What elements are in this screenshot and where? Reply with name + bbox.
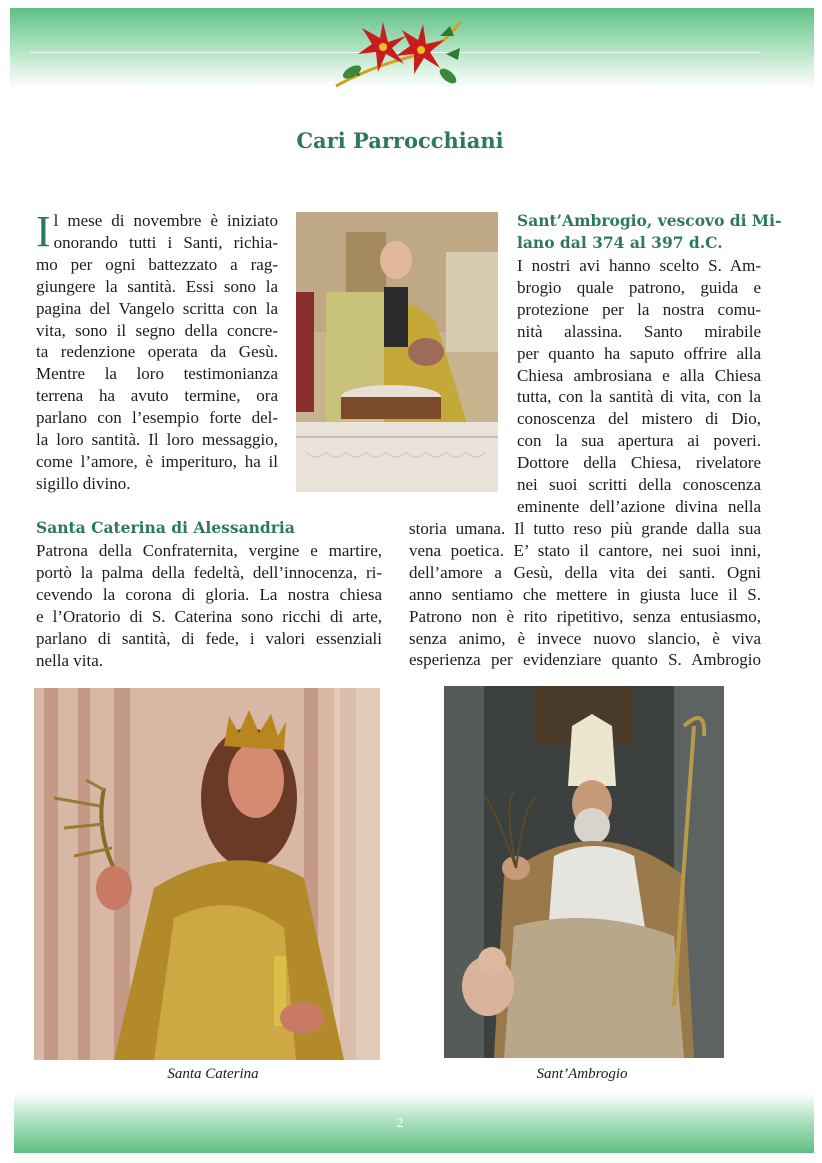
text-line: onorando tutti i Santi, richia- xyxy=(53,232,278,252)
text-line: eminente dell’azione divina nella xyxy=(517,496,761,516)
text-line: brogio quale patrono, guida e xyxy=(517,277,761,297)
text-line: dell’amore a Gesù, della vita dei santi. Ogni xyxy=(409,562,761,582)
page-number: 2 xyxy=(396,1116,404,1131)
text-line: vena poetica. E’ stato il cantore, nei suoi inni, xyxy=(409,540,761,560)
photo-sant-ambrogio-painting xyxy=(444,686,724,1058)
text-line: mo per ogni battezzato a rag- xyxy=(36,254,278,274)
page-title: Cari Parrocchiani xyxy=(296,128,504,153)
text-line: cevendo la corona di gloria. La nostra chiesa xyxy=(36,584,382,604)
text-line: parlano con l’esempio forte del- xyxy=(36,408,278,428)
heading-line: lano dal 374 al 397 d.C. xyxy=(517,233,723,252)
photo-santa-caterina-statue xyxy=(34,688,380,1060)
text-line: pagina del Vangelo scritta con la xyxy=(36,298,278,318)
photo-priest-at-altar xyxy=(296,212,498,492)
text-line: nella vita. xyxy=(36,650,104,670)
section-heading-caterina: Santa Caterina di Alessandria xyxy=(36,518,295,537)
text-line: e l’Oratorio di S. Caterina sono ricchi di arte, xyxy=(36,606,382,626)
text-line: ta redenzione operata da Gesù. xyxy=(36,342,278,362)
caption-sant-ambrogio: Sant’Ambrogio xyxy=(536,1066,628,1082)
text-line: terrena ha avuto termine, ora xyxy=(36,386,278,406)
text-line: Patrono non è rito ripetitivo, senza entusiasmo, xyxy=(409,606,761,626)
text-line: come l’amore, è imperituro, ha il xyxy=(36,451,278,471)
text-line: nei suoi scritti della conoscenza xyxy=(517,475,761,495)
text-line: Chiesa ambrosiana e alla Chiesa xyxy=(517,365,761,385)
text-line: I nostri avi hanno scelto S. Am- xyxy=(517,256,761,275)
text-line: vita, sono il segno della concre- xyxy=(36,320,278,340)
intro-paragraph xyxy=(36,207,278,495)
poinsettia-ornament-icon xyxy=(328,14,468,94)
text-line: per quanto ha saputo offrire alla xyxy=(517,343,761,363)
text-line: con la sua apertura ai poveri. xyxy=(517,431,761,451)
text-line: portò la palma della fedeltà, dell’innocenza, ri- xyxy=(36,562,382,582)
text-line: conoscenza del mistero di Dio, xyxy=(517,409,761,429)
text-line: sigillo divino. xyxy=(36,473,131,493)
text-line: giungere la santità. Essi sono la xyxy=(36,276,278,296)
text-line: Mentre la loro testimonianza xyxy=(36,364,278,384)
text-line: Patrona della Confraternita, vergine e martire, xyxy=(36,541,382,560)
section-heading-ambrogio xyxy=(517,210,781,254)
text-line: l mese di novembre è iniziato xyxy=(53,211,278,230)
text-line: senza animo, è invece nuovo slancio, è viva xyxy=(409,628,761,648)
text-line: la loro santità. Il loro messaggio, xyxy=(36,430,278,450)
text-line: nità alassina. Santo mirabile xyxy=(517,321,761,341)
text-line: tutta, con la santità di vita, con la xyxy=(517,387,761,407)
text-line: esperienza per evidenziare quanto S. Ambrogio xyxy=(409,650,761,670)
ambrogio-paragraph-wide xyxy=(409,518,761,671)
ambrogio-paragraph xyxy=(517,255,761,518)
text-line: storia umana. Il tutto reso più grande dalla sua xyxy=(409,519,761,538)
text-line: anno sentiamo che mettere in giusta luce il S. xyxy=(409,584,761,604)
caption-santa-caterina: Santa Caterina xyxy=(167,1066,259,1082)
caterina-paragraph xyxy=(36,540,382,671)
drop-cap: I xyxy=(36,207,51,256)
text-line: parlano di santità, di fede, i valori essenziali xyxy=(36,628,382,648)
text-line: Dottore della Chiesa, rivelatore xyxy=(517,453,761,473)
text-line: protezione per la nostra comu- xyxy=(517,299,761,319)
heading-line: Sant’Ambrogio, vescovo di Mi- xyxy=(517,211,782,230)
